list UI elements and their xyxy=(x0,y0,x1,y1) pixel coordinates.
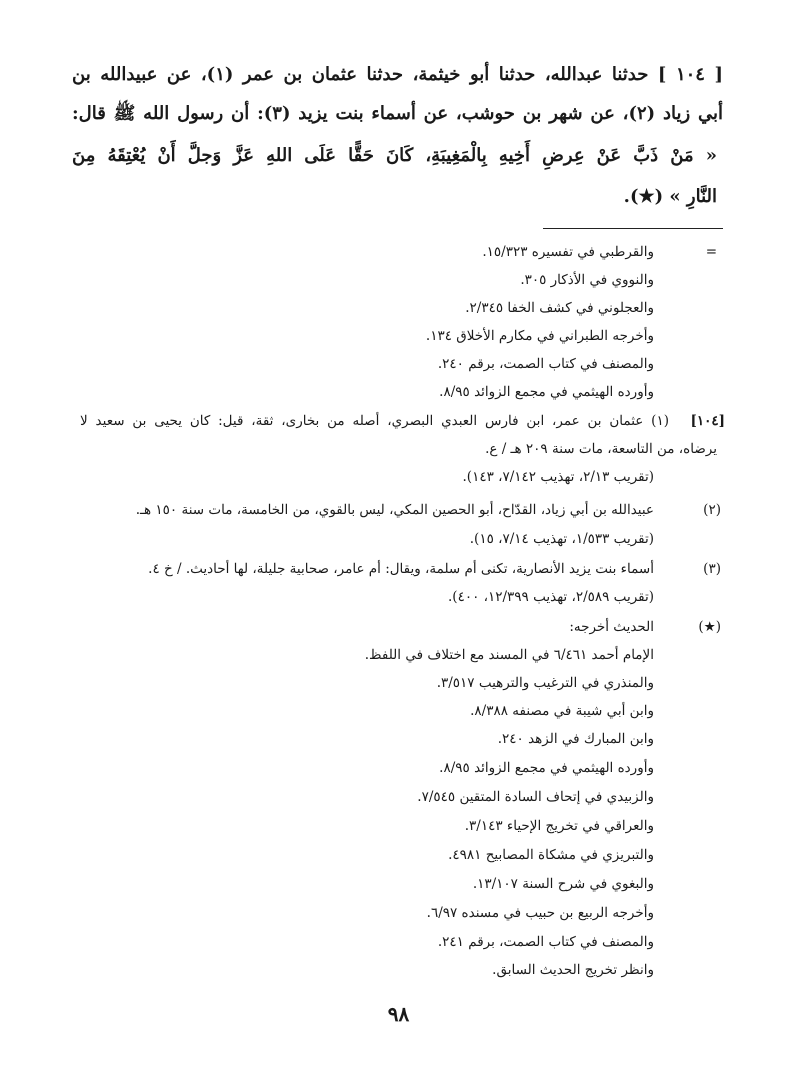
carryover-line: والعجلوني في كشف الخفا ٢/٣٤٥. xyxy=(465,300,654,316)
takhrij-line: وأخرجه الربيع بن حبيب في مسنده ٦/٩٧. xyxy=(426,905,654,921)
footnote-label-3: (٣) xyxy=(703,561,721,577)
carryover-line: والقرطبي في تفسيره ١٥/٣٢٣. xyxy=(482,244,654,260)
footnote-separator xyxy=(543,228,723,229)
takhrij-line: والبغوي في شرح السنة ١٣/١٠٧. xyxy=(472,876,654,892)
footnote-1-line-1: (١) عثمان بن عمر، ابن فارس العبدي البصري، أصله من بخارى، ثقة، قيل: كان يحيى بن سعيد لا xyxy=(80,413,669,429)
footnote-2-line-1: عبيدالله بن أبي زياد، القدّاح، أبو الحصين المكي، ليس بالقوي، من الخامسة، مات سنة ١٥٠ هـ. xyxy=(135,502,654,518)
footnote-label-star: (★) xyxy=(698,619,721,635)
main-line-1: [ ١٠٤ ] حدثنا عبدالله، حدثنا أبو خيثمة، حدثنا عثمان بن عمر (١)، عن عبيدالله بن xyxy=(72,64,723,85)
footnote-3-line-1: أسماء بنت يزيد الأنصارية، تكنى أم سلمة، ويقال: أم عامر، صحابية جليلة، لها أحاديث. / خ ٤. xyxy=(148,561,654,577)
hadith-line-2: النَّارِ » (★). xyxy=(623,186,717,207)
carryover-line: والنووي في الأذكار ٣٠٥. xyxy=(520,272,654,288)
carryover-line: والمصنف في كتاب الصمت، برقم ٢٤٠. xyxy=(437,356,654,372)
takhrij-line: والزبيدي في إتحاف السادة المتقين ٧/٥٤٥. xyxy=(417,789,654,805)
footnote-1-line-3: (تقريب ٢/١٣، تهذيب ٧/١٤٢، ١٤٣). xyxy=(462,469,654,485)
hadith-line-1: « مَنْ ذَبَّ عَنْ عِرضِ أَخِيهِ بِالْمَغِيبَةِ، كَانَ حَقًّا عَلَى اللهِ عَزَّ وَجلَّ أَنْ يُعْتِقَهُ مِنَ xyxy=(72,145,717,166)
takhrij-line: والتبريزي في مشكاة المصابيح ٤٩٨١. xyxy=(448,847,654,863)
footnote-2-line-2: (تقريب ١/٥٣٣، تهذيب ٧/١٤، ١٥). xyxy=(469,531,654,547)
footnote-3-line-2: (تقريب ٢/٥٨٩، تهذيب ١٢/٣٩٩، ٤٠٠). xyxy=(448,589,654,605)
takhrij-line: والمنذري في الترغيب والترهيب ٣/٥١٧. xyxy=(436,675,654,691)
footnote-1-line-2: يرضاه، من التاسعة، مات سنة ٢٠٩ هـ / ع. xyxy=(485,441,717,457)
continuation-mark: = xyxy=(705,244,717,260)
main-line-2: أبي زياد (٢)، عن شهر بن حوشب، عن أسماء بنت يزيد (٣): أن رسول الله ﷺ قال: xyxy=(72,103,724,124)
carryover-line: وأخرجه الطبراني في مكارم الأخلاق ١٣٤. xyxy=(425,328,654,344)
takhrij-line: وانظر تخريج الحديث السابق. xyxy=(492,962,654,978)
takhrij-line: والمصنف في كتاب الصمت، برقم ٢٤١. xyxy=(437,934,654,950)
takhrij-line: والعراقي في تخريج الإحياء ٣/١٤٣. xyxy=(464,818,654,834)
carryover-line: وأورده الهيثمي في مجمع الزوائد ٨/٩٥. xyxy=(439,384,654,400)
footnote-label-2: (٢) xyxy=(703,502,721,518)
takhrij-line: وابن أبي شيبة في مصنفه ٨/٣٨٨. xyxy=(470,703,654,719)
takhrij-line: وأورده الهيثمي في مجمع الزوائد ٨/٩٥. xyxy=(439,760,654,776)
footnote-label-104: [١٠٤] xyxy=(690,413,725,429)
takhrij-line: الإمام أحمد ٦/٤٦١ في المسند مع اختلاف في اللفظ. xyxy=(364,647,654,663)
page-number: ٩٨ xyxy=(387,1002,410,1026)
takhrij-line: الحديث أخرجه: xyxy=(569,619,654,635)
takhrij-line: وابن المبارك في الزهد ٢٤٠. xyxy=(497,731,654,747)
